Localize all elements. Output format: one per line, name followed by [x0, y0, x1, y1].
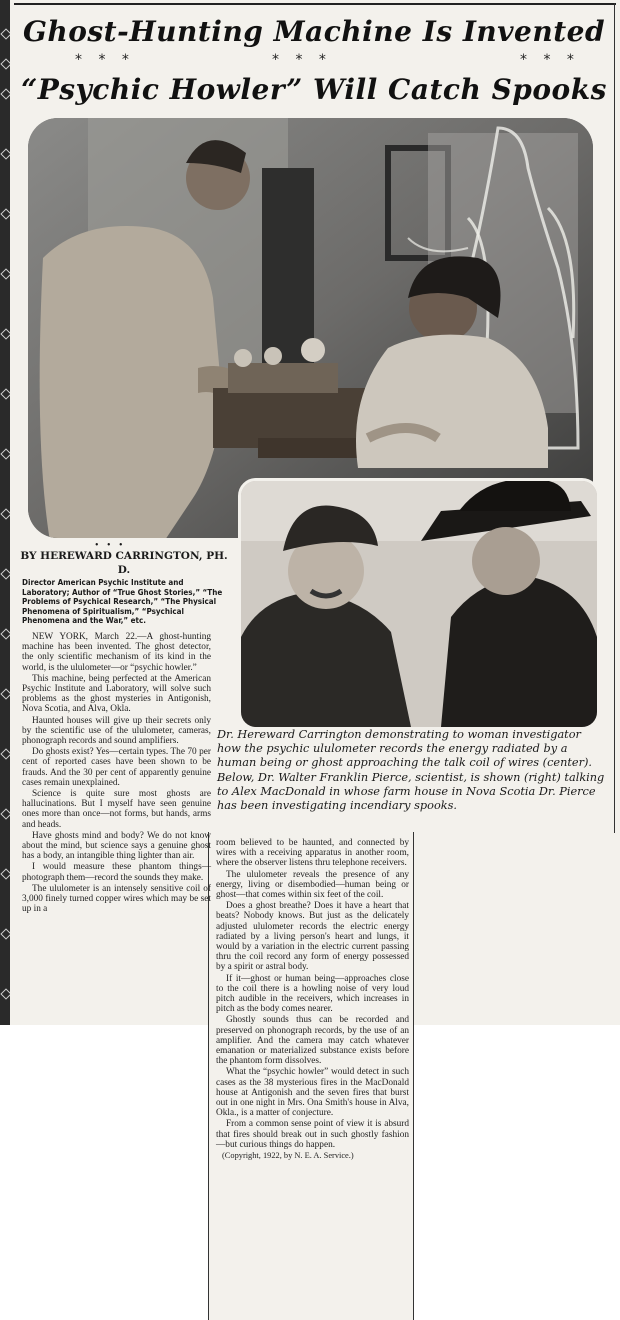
- paragraph: The ululometer is an intensely sensitive coil of 3,000 finely turned copper wires which may be set up in a: [22, 883, 211, 915]
- paragraph: Does a ghost breathe? Does it have a heart that beats? Nobody knows. But just as the delicately adjusted ululometer records the electric energy radiated by a living person's heart and lungs, it would by a variation in the electric current passing thru the coil record any form of energy possessed by a spirit or astral body.: [216, 901, 409, 973]
- paragraph: I would measure these phantom things—photograph them—record the sounds they make.: [22, 862, 211, 883]
- separator-stars: * * *: [75, 52, 135, 68]
- paragraph: If it—ghost or human being—approaches close to the coil there is a howling noise of very loud pitch audible in the receivers, which increases in pitch as the body comes nearer.: [216, 973, 409, 1015]
- page-edge-strip: [0, 0, 10, 1025]
- paragraph: Do ghosts exist? Yes—certain types. The 70 per cent of reported cases have been shown to be frauds. And the 30 per cent of apparently genuine cases remain unexplained.: [22, 747, 211, 788]
- headline-primary: Ghost-Hunting Machine Is Invented: [22, 15, 606, 48]
- copyright-notice: (Copyright, 1922, by N. E. A. Service.): [222, 1151, 354, 1161]
- article-column-2: [216, 838, 409, 1162]
- photo-interview: [238, 478, 600, 730]
- paragraph: What the “psychic howler” would detect in such cases as the 38 mysterious fires in the MacDonald house at Antigonish and the seven fires that burst out in one night in Mrs. Ona Smith's house in Alva, Okla., is a matter of conjecture.: [216, 1067, 409, 1119]
- paragraph: Science is quite sure most ghosts are hallucinations. But I myself have seen genuine ones more than once—not forms, but hands, arms and heads.: [22, 789, 211, 830]
- article-column-1: [22, 632, 211, 915]
- photo-demonstration: [28, 118, 593, 538]
- top-rule: [14, 3, 616, 5]
- paragraph: NEW YORK, March 22.—A ghost-hunting machine has been invented. The ghost detector, the only scientific mechanism of its kind in the world, is the ululometer—or “psychic howler.”: [22, 632, 211, 673]
- paragraph: room believed to be haunted, and connected by wires with a receiving apparatus in another room, where the observer listens thru telephone receivers.: [216, 838, 409, 869]
- headline-secondary: “Psychic Howler” Will Catch Spooks: [21, 73, 607, 106]
- paragraph: Ghostly sounds thus can be recorded and preserved on phonograph records, by the use of an amplifier. And the camera may catch whatever emanation or materialized substance exists before the phantom form dissolves.: [216, 1015, 409, 1067]
- author-credentials: Director American Psychic Institute and Laboratory; Author of “True Ghost Stories,” “The Problems of Psychical Research,” “The Physical Phenomena of Spiritualism,” “Psychical Phenomena and the War,” etc.: [22, 578, 223, 626]
- paragraph: From a common sense point of view it is absurd that fires should break out in such ghostly fashion—but curious things do happen.: [216, 1119, 409, 1150]
- byline: BY HEREWARD CARRINGTON, PH. D.: [20, 550, 228, 576]
- byline-ornament: • • •: [95, 540, 126, 551]
- paragraph: Have ghosts mind and body? We do not know about the mind, but science says a genuine ghost has a body, an intangible thing lighter than air.: [22, 830, 211, 862]
- separator-stars: * * *: [272, 52, 332, 68]
- paragraph: This machine, being perfected at the American Psychic Institute and Laboratory, will solve such problems as the ghost mysteries in Antigonish, Nova Scotia, and Alva, Okla.: [22, 673, 211, 715]
- paragraph: Haunted houses will give up their secrets only by the scientific use of the ululometer, cameras, phonograph records and sound amplifiers.: [22, 715, 211, 747]
- column-rule-right: [413, 832, 414, 1320]
- paragraph: The ululometer reveals the presence of any energy, living or disembodied—human being or ghost—that comes within six feet of the coil.: [216, 869, 409, 901]
- separator-stars: * * *: [520, 52, 580, 68]
- photo-caption: Dr. Hereward Carrington demonstrating to woman investigator how the psychic ululometer records the energy radiated by a human being or ghost approaching the talk coil of wires (center). Below, Dr. Walter Franklin Pierce, scientist, is shown (right) talking to Alex MacDonald in whose farm house in Nova Scotia Dr. Pierce has been investigating incendiary spooks.: [217, 728, 605, 813]
- right-rule: [614, 3, 615, 833]
